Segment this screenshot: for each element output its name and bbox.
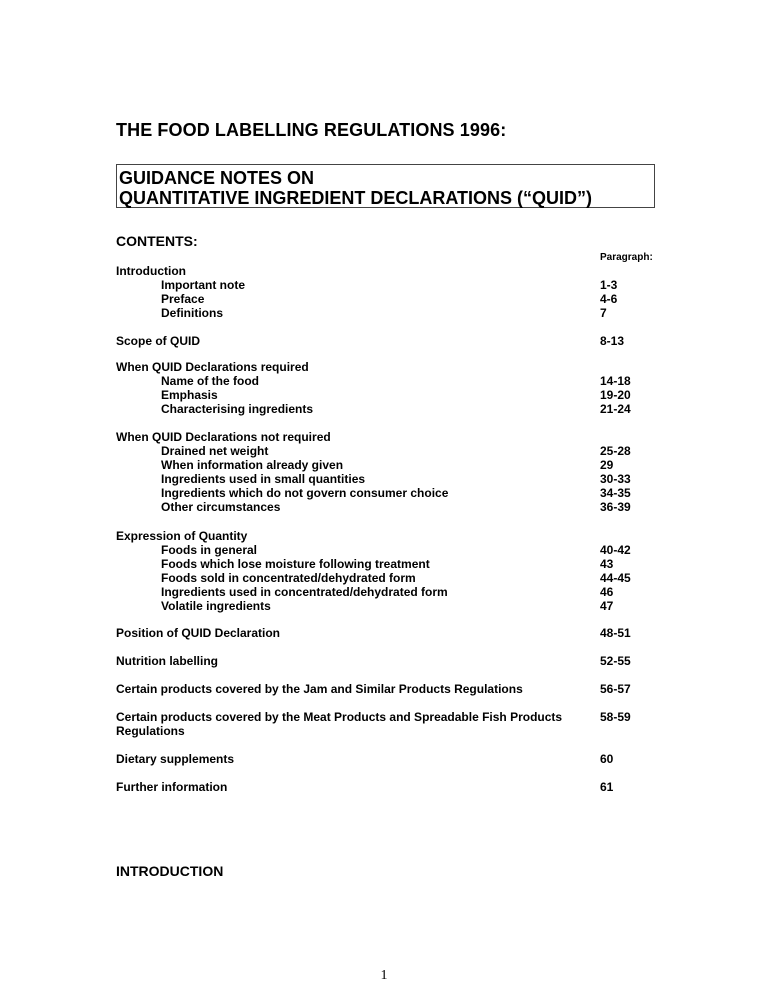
toc-entry [116,752,676,766]
toc-entry [116,360,676,374]
toc-paragraph-ref: 48-51 [600,626,631,640]
toc-section-expression-of-quantity [116,529,676,613]
toc-paragraph-ref: 36-39 [600,500,631,514]
toc-subentry-label: Ingredients used in concentrated/dehydrated form [161,585,448,599]
toc-subentry-label: Volatile ingredients [161,599,271,613]
toc-subentry [116,402,676,416]
toc-subentry-label: Foods in general [161,543,258,557]
toc-paragraph-ref: 25-28 [600,444,631,458]
toc-subentry [116,292,676,306]
toc-paragraph-ref: 21-24 [600,402,631,416]
toc-subentry-label: Definitions [161,306,223,320]
toc-paragraph-ref: 56-57 [600,682,631,696]
toc-entry [116,334,676,348]
paragraph-column-heading: Paragraph: [600,252,653,263]
toc-subentry [116,500,676,514]
toc-subentry-label: Characterising ingredients [161,402,314,416]
toc-subentry-label: Name of the food [161,374,259,388]
guidance-title-line: GUIDANCE NOTES ON [119,168,315,188]
toc-paragraph-ref: 14-18 [600,374,631,388]
toc-entry-title: When QUID Declarations required [116,360,309,374]
toc-paragraph-ref: 40-42 [600,543,631,557]
toc-paragraph-ref: 46 [600,585,614,599]
toc-section-jam [116,682,676,696]
toc-subentry-label: Other circumstances [161,500,281,514]
toc-paragraph-ref: 1-3 [600,278,618,292]
toc-entry-title: Scope of QUID [116,334,201,348]
introduction-heading: INTRODUCTION [116,863,224,879]
toc-entry [116,626,676,640]
guidance-title-box [116,164,655,208]
toc-entry-title: Nutrition labelling [116,654,218,668]
toc-paragraph-ref: 4-6 [600,292,618,306]
toc-section-not-required [116,430,676,514]
toc-section-introduction [116,264,676,320]
toc-paragraph-ref: 47 [600,599,614,613]
toc-entry-title: Expression of Quantity [116,529,248,543]
toc-paragraph-ref: 19-20 [600,388,631,402]
toc-entry-title: Further information [116,780,228,794]
toc-subentry [116,278,676,292]
toc-subentry [116,458,676,472]
toc-section-dietary-supplements [116,752,676,766]
toc-subentry [116,472,676,486]
toc-paragraph-ref: 60 [600,752,614,766]
toc-subentry [116,374,676,388]
toc-subentry-label: Foods which lose moisture following treatment [161,557,430,571]
toc-paragraph-ref: 34-35 [600,486,631,500]
toc-paragraph-ref: 30-33 [600,472,631,486]
toc-entry [116,710,676,740]
toc-paragraph-ref: 43 [600,557,614,571]
toc-entry-title: Position of QUID Declaration [116,626,281,640]
document-title: THE FOOD LABELLING REGULATIONS 1996: [116,120,507,140]
toc-subentry [116,543,676,557]
toc-section-further-information [116,780,676,794]
toc-section-meat-products [116,710,676,740]
page-number: 1 [380,968,388,983]
toc-entry [116,780,676,794]
toc-subentry-label: Preface [161,292,205,306]
toc-entry-title: Dietary supplements [116,752,235,766]
toc-subentry [116,486,676,500]
toc-paragraph-ref: 61 [600,780,614,794]
toc-entry [116,264,676,278]
toc-subentry-label: Important note [161,278,245,292]
toc-entry [116,430,676,444]
toc-paragraph-ref: 44-45 [600,571,631,585]
toc-entry [116,654,676,668]
toc-paragraph-ref: 29 [600,458,614,472]
contents-heading: CONTENTS: [116,233,198,249]
toc-entry [116,682,676,696]
toc-subentry-label: Ingredients which do not govern consumer choice [161,486,449,500]
toc-entry-title: Introduction [116,264,186,278]
toc-subentry-label: Drained net weight [161,444,269,458]
toc-subentry [116,557,676,571]
toc-subentry [116,388,676,402]
toc-subentry [116,585,676,599]
toc-subentry [116,571,676,585]
toc-entry-title: Certain products covered by the Jam and Similar Products Regulations [116,682,523,696]
guidance-title-line: QUANTITATIVE INGREDIENT DECLARATIONS (“QUID”) [119,188,592,208]
toc-section-scope [116,334,676,348]
toc-section-position [116,626,676,640]
toc-paragraph-ref: 58-59 [600,710,631,724]
toc-subentry [116,444,676,458]
toc-subentry-label: Ingredients used in small quantities [161,472,366,486]
toc-section-required [116,360,676,416]
toc-entry-title: Certain products covered by the Meat Products and Spreadable Fish Products Regulations [116,710,563,738]
toc-paragraph-ref: 8-13 [600,334,625,348]
toc-paragraph-ref: 52-55 [600,654,631,668]
toc-entry [116,529,676,543]
toc-subentry-label: Foods sold in concentrated/dehydrated form [161,571,416,585]
toc-section-nutrition [116,654,676,668]
toc-entry-title: When QUID Declarations not required [116,430,331,444]
toc-subentry-label: Emphasis [161,388,218,402]
toc-paragraph-ref: 7 [600,306,607,320]
toc-subentry-label: When information already given [161,458,344,472]
toc-subentry [116,599,676,613]
toc-subentry [116,306,676,320]
